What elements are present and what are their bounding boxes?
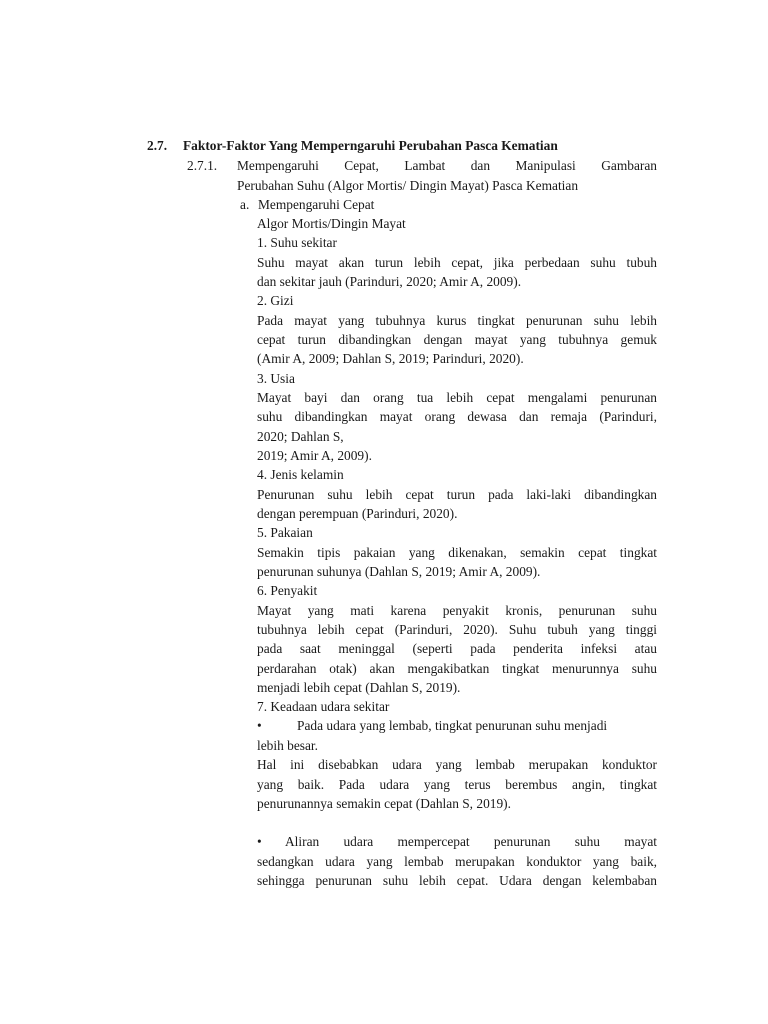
section-number: 2.7. bbox=[147, 138, 168, 153]
bullet-1-text-line: lebih besar. bbox=[257, 738, 318, 753]
subsection-title-line1: Mempengaruhi Cepat, Lambat dan Manipulasi Gambaran bbox=[237, 158, 657, 173]
bullet-2-text-line: sehingga penurunan suhu lebih cepat. Udara dengan kelembaban bbox=[257, 873, 657, 888]
factor-3-text-line: 2019; Amir A, 2009). bbox=[257, 448, 372, 463]
factor-1-text-line: Suhu mayat akan turun lebih cepat, jika perbedaan suhu tubuh bbox=[257, 255, 657, 270]
factor-1-heading: 1. Suhu sekitar bbox=[257, 235, 337, 250]
bullet-marker: • bbox=[257, 718, 262, 733]
bullet-1-text-line: penurunannya semakin cepat (Dahlan S, 2019). bbox=[257, 796, 511, 811]
factor-5-text-line: Semakin tipis pakaian yang dikenakan, semakin cepat tingkat bbox=[257, 545, 657, 560]
factor-3-text-line: Mayat bayi dan orang tua lebih cepat mengalami penurunan bbox=[257, 390, 657, 405]
factor-2-heading: 2. Gizi bbox=[257, 293, 294, 308]
factor-4-heading: 4. Jenis kelamin bbox=[257, 467, 344, 482]
factor-5-heading: 5. Pakaian bbox=[257, 525, 313, 540]
factor-2-text-line: Pada mayat yang tubuhnya kurus tingkat penurunan suhu lebih bbox=[257, 313, 657, 328]
bullet-1-text-line: Hal ini disebabkan udara yang lembab merupakan konduktor bbox=[257, 757, 657, 772]
subsection-title-line2: Perubahan Suhu (Algor Mortis/ Dingin Mayat) Pasca Kematian bbox=[237, 178, 579, 193]
factor-2-text-line: cepat turun dibandingkan dengan mayat yang tubuhnya gemuk bbox=[257, 332, 657, 347]
section-title: Faktor-Faktor Yang Memperngaruhi Perubahan Pasca Kematian bbox=[183, 138, 558, 153]
bullet-2-text-line: Aliran udara mempercepat penurunan suhu mayat bbox=[285, 834, 657, 849]
factor-6-text-line: perdarahan otak) akan mengakibatkan tingkat menurunnya suhu bbox=[257, 661, 657, 676]
factor-3-text-line: 2020; Dahlan S, bbox=[257, 429, 344, 444]
bullet-1-text-line: yang baik. Pada udara yang terus berembus angin, tingkat bbox=[257, 777, 657, 792]
bullet-2-text-line: sedangkan udara yang lembab merupakan konduktor yang baik, bbox=[257, 854, 657, 869]
factor-3-text-line: suhu dibandingkan mayat orang dewasa dan remaja (Parinduri, bbox=[257, 409, 657, 424]
factor-2-text-line: (Amir A, 2009; Dahlan S, 2019; Parinduri, 2020). bbox=[257, 351, 524, 366]
bullet-1-text-line: Pada udara yang lembab, tingkat penurunan suhu menjadi bbox=[297, 718, 608, 733]
factor-6-text-line: Mayat yang mati karena penyakit kronis, penurunan suhu bbox=[257, 603, 657, 618]
factor-6-text-line: pada saat meninggal (seperti pada penderita infeksi atau bbox=[257, 641, 657, 656]
bullet-marker: • bbox=[257, 834, 262, 849]
item-a-marker: a. bbox=[240, 197, 250, 212]
item-a-label: Mempengaruhi Cepat bbox=[258, 197, 375, 212]
factor-6-text-line: tubuhnya lebih cepat (Parinduri, 2020). Suhu tubuh yang tinggi bbox=[257, 622, 657, 637]
factor-4-text-line: dengan perempuan (Parinduri, 2020). bbox=[257, 506, 458, 521]
factor-5-text-line: penurunan suhunya (Dahlan S, 2019; Amir A, 2009). bbox=[257, 564, 541, 579]
factor-3-heading: 3. Usia bbox=[257, 371, 295, 386]
item-a-sublabel: Algor Mortis/Dingin Mayat bbox=[257, 216, 406, 231]
subsection-number: 2.7.1. bbox=[187, 158, 218, 173]
factor-6-heading: 6. Penyakit bbox=[257, 583, 318, 598]
factor-4-text-line: Penurunan suhu lebih cepat turun pada laki-laki dibandingkan bbox=[257, 487, 657, 502]
factor-7-heading: 7. Keadaan udara sekitar bbox=[257, 699, 390, 714]
factor-1-text-line: dan sekitar jauh (Parinduri, 2020; Amir A, 2009). bbox=[257, 274, 522, 289]
factor-6-text-line: menjadi lebih cepat (Dahlan S, 2019). bbox=[257, 680, 461, 695]
